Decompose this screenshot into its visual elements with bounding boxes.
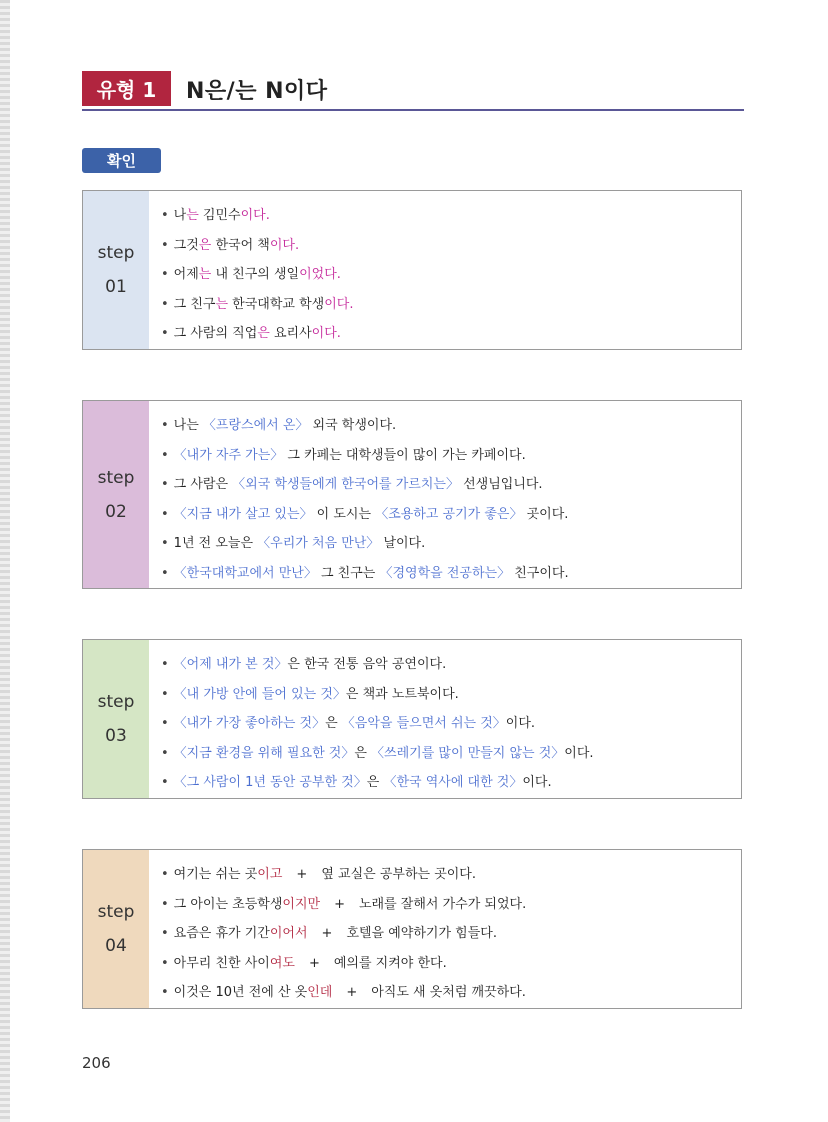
step-box-04 bbox=[82, 849, 742, 1009]
bullet-icon: • bbox=[161, 896, 169, 912]
item-text: 어제 bbox=[173, 267, 199, 282]
step-items bbox=[149, 191, 741, 349]
bullet-icon: • bbox=[161, 296, 169, 312]
item-text: 그 카페는 대학생들이 많이 가는 카페이다. bbox=[283, 447, 526, 463]
step-item bbox=[161, 978, 741, 1008]
item-text: 한국어 책 bbox=[211, 237, 270, 253]
bullet-icon: • bbox=[161, 506, 169, 522]
step-item bbox=[161, 739, 741, 769]
item-text: 호텔을 예약하기가 힘들다. bbox=[346, 926, 497, 941]
bullet-icon: • bbox=[161, 716, 169, 731]
item-text: 〈조용하고 공기가 좋은〉 bbox=[375, 506, 523, 522]
bullet-icon: • bbox=[161, 477, 169, 492]
item-text: 〈어제 내가 본 것〉 bbox=[173, 657, 288, 672]
page-edge bbox=[0, 0, 10, 1122]
item-text: 그 사람은 bbox=[173, 477, 233, 492]
step-item bbox=[161, 319, 741, 349]
item-text: 〈외국 학생들에게 한국어를 가르치는〉 bbox=[232, 477, 459, 492]
item-text: 이지만 bbox=[282, 896, 321, 912]
step-label bbox=[83, 401, 149, 588]
step-label bbox=[83, 640, 149, 798]
step-item bbox=[161, 680, 741, 710]
item-text: 이다. bbox=[522, 775, 552, 790]
item-text: 〈우리가 처음 만난〉 bbox=[257, 536, 380, 551]
step-number: 03 bbox=[105, 726, 127, 746]
step-item bbox=[161, 949, 741, 979]
item-text: 이다. bbox=[311, 326, 341, 341]
step-item bbox=[161, 260, 741, 290]
item-text: 는 bbox=[215, 296, 229, 312]
item-text: 한국대학교 학생 bbox=[228, 296, 325, 312]
bullet-icon: • bbox=[161, 267, 169, 282]
item-text: 은 한국 전통 음악 공연이다. bbox=[287, 657, 447, 672]
bullet-icon: • bbox=[161, 955, 169, 971]
step-box-01 bbox=[82, 190, 742, 350]
item-text: 인데 bbox=[307, 985, 333, 1000]
page-number: 206 bbox=[82, 1054, 111, 1072]
item-text: 은 bbox=[366, 775, 384, 790]
item-text: 요즘은 휴가 기간 bbox=[173, 926, 270, 941]
step-item bbox=[161, 559, 741, 589]
step-number: 04 bbox=[105, 936, 127, 956]
item-text: 나는 bbox=[173, 418, 203, 433]
step-item bbox=[161, 919, 741, 949]
item-text: 〈지금 내가 살고 있는〉 bbox=[173, 506, 313, 522]
item-text: 〈한국 역사에 대한 것〉 bbox=[383, 775, 523, 790]
step-item bbox=[161, 470, 741, 500]
plus-sign: + bbox=[308, 955, 320, 971]
item-text: 은 bbox=[257, 326, 270, 341]
item-text: 김민수 bbox=[198, 208, 241, 223]
item-text: 이다. bbox=[269, 237, 300, 253]
item-text: 옆 교실은 공부하는 곳이다. bbox=[321, 867, 476, 882]
item-text: 이다. bbox=[505, 716, 536, 731]
item-text: 곳이다. bbox=[522, 506, 569, 522]
bullet-icon: • bbox=[161, 985, 169, 1000]
bullet-icon: • bbox=[161, 657, 169, 672]
item-text: 〈지금 환경을 위해 필요한 것〉 bbox=[173, 745, 355, 761]
bullet-icon: • bbox=[161, 447, 169, 463]
item-text: 그 아이는 초등학생 bbox=[173, 896, 283, 912]
item-text: 〈음악을 들으면서 쉬는 것〉 bbox=[341, 716, 506, 731]
item-text: 여기는 쉬는 곳 bbox=[173, 867, 258, 882]
step-item bbox=[161, 500, 741, 530]
plus-sign: + bbox=[296, 867, 308, 882]
item-text: 선생님입니다. bbox=[458, 477, 543, 492]
item-text: 이것은 10년 전에 산 옷 bbox=[173, 985, 308, 1000]
item-text: 〈한국대학교에서 만난〉 bbox=[173, 565, 317, 581]
section-header bbox=[82, 71, 744, 111]
item-text: 〈경영학을 전공하는〉 bbox=[379, 565, 511, 581]
item-text: 은 책과 노트북이다. bbox=[345, 686, 459, 702]
item-text: 은 bbox=[325, 716, 342, 731]
step-label-text: step bbox=[97, 692, 135, 712]
item-text: 노래를 잘해서 가수가 되었다. bbox=[359, 896, 527, 912]
item-text: 날이다. bbox=[379, 536, 426, 551]
item-text: 〈내가 가장 좋아하는 것〉 bbox=[173, 716, 326, 731]
step-item bbox=[161, 231, 741, 261]
bullet-icon: • bbox=[161, 237, 169, 253]
plus-sign: + bbox=[334, 896, 345, 912]
item-text: 1년 전 오늘은 bbox=[173, 536, 258, 551]
step-item bbox=[161, 709, 741, 739]
item-text: 여도 bbox=[269, 955, 295, 971]
item-text: 이다. bbox=[324, 296, 354, 312]
plus-sign: + bbox=[346, 985, 358, 1000]
item-text: 이다. bbox=[240, 208, 270, 223]
item-text: 아무리 친한 사이 bbox=[173, 955, 270, 971]
item-text: 은 bbox=[354, 745, 372, 761]
step-item bbox=[161, 529, 741, 559]
item-text: 이어서 bbox=[269, 926, 308, 941]
page-title: N은/는 N이다 bbox=[186, 79, 328, 104]
bullet-icon: • bbox=[161, 775, 169, 790]
item-text: 은 bbox=[198, 237, 212, 253]
item-text: 외국 학생이다. bbox=[308, 418, 397, 433]
step-items bbox=[149, 850, 741, 1008]
item-text: 〈내가 자주 가는〉 bbox=[173, 447, 284, 463]
item-text: 친구이다. bbox=[510, 565, 569, 581]
step-label bbox=[83, 850, 149, 1008]
item-text: 는 bbox=[186, 208, 199, 223]
type-badge: 유형 1 bbox=[82, 71, 171, 106]
step-item bbox=[161, 290, 741, 320]
step-items bbox=[149, 640, 741, 798]
bullet-icon: • bbox=[161, 867, 169, 882]
bullet-icon: • bbox=[161, 208, 169, 223]
bullet-icon: • bbox=[161, 745, 169, 761]
step-number: 02 bbox=[105, 501, 127, 522]
item-text: 〈쓰레기를 많이 만들지 않는 것〉 bbox=[371, 745, 565, 761]
step-label-text: step bbox=[97, 243, 135, 263]
step-items bbox=[149, 401, 741, 588]
step-label-text: step bbox=[97, 902, 135, 922]
bullet-icon: • bbox=[161, 926, 169, 941]
item-text: 나 bbox=[173, 208, 187, 223]
item-text: 예의를 지켜야 한다. bbox=[333, 955, 447, 971]
bullet-icon: • bbox=[161, 536, 169, 551]
item-text: 이다. bbox=[564, 745, 594, 761]
item-text: 그 사람의 직업 bbox=[173, 326, 258, 341]
bullet-icon: • bbox=[161, 326, 169, 341]
item-text: 요리사 bbox=[269, 326, 312, 341]
confirm-badge: 확인 bbox=[82, 148, 161, 173]
item-text: 이었다. bbox=[299, 267, 341, 282]
step-label bbox=[83, 191, 149, 349]
item-text: 〈프랑스에서 온〉 bbox=[202, 418, 309, 433]
item-text: 는 bbox=[198, 267, 212, 282]
item-text: 내 친구의 생일 bbox=[211, 267, 300, 282]
step-item bbox=[161, 860, 741, 890]
step-item bbox=[161, 768, 741, 798]
step-label-text: step bbox=[97, 467, 135, 488]
step-item bbox=[161, 411, 741, 441]
item-text: 아직도 새 옷처럼 깨끗하다. bbox=[371, 985, 526, 1000]
step-item bbox=[161, 650, 741, 680]
item-text: 이 도시는 bbox=[312, 506, 376, 522]
item-text: 〈그 사람이 1년 동안 공부한 것〉 bbox=[173, 775, 367, 790]
item-text: 그 친구 bbox=[173, 296, 216, 312]
item-text: 그것 bbox=[173, 237, 199, 253]
bullet-icon: • bbox=[161, 565, 169, 581]
step-box-03 bbox=[82, 639, 742, 799]
plus-sign: + bbox=[321, 926, 333, 941]
step-item bbox=[161, 890, 741, 920]
step-number: 01 bbox=[105, 277, 127, 297]
item-text: 이고 bbox=[257, 867, 283, 882]
step-box-02 bbox=[82, 400, 742, 589]
bullet-icon: • bbox=[161, 686, 169, 702]
step-item bbox=[161, 201, 741, 231]
item-text: 〈내 가방 안에 들어 있는 것〉 bbox=[173, 686, 346, 702]
item-text: 그 친구는 bbox=[316, 565, 380, 581]
step-item bbox=[161, 441, 741, 471]
bullet-icon: • bbox=[161, 418, 169, 433]
